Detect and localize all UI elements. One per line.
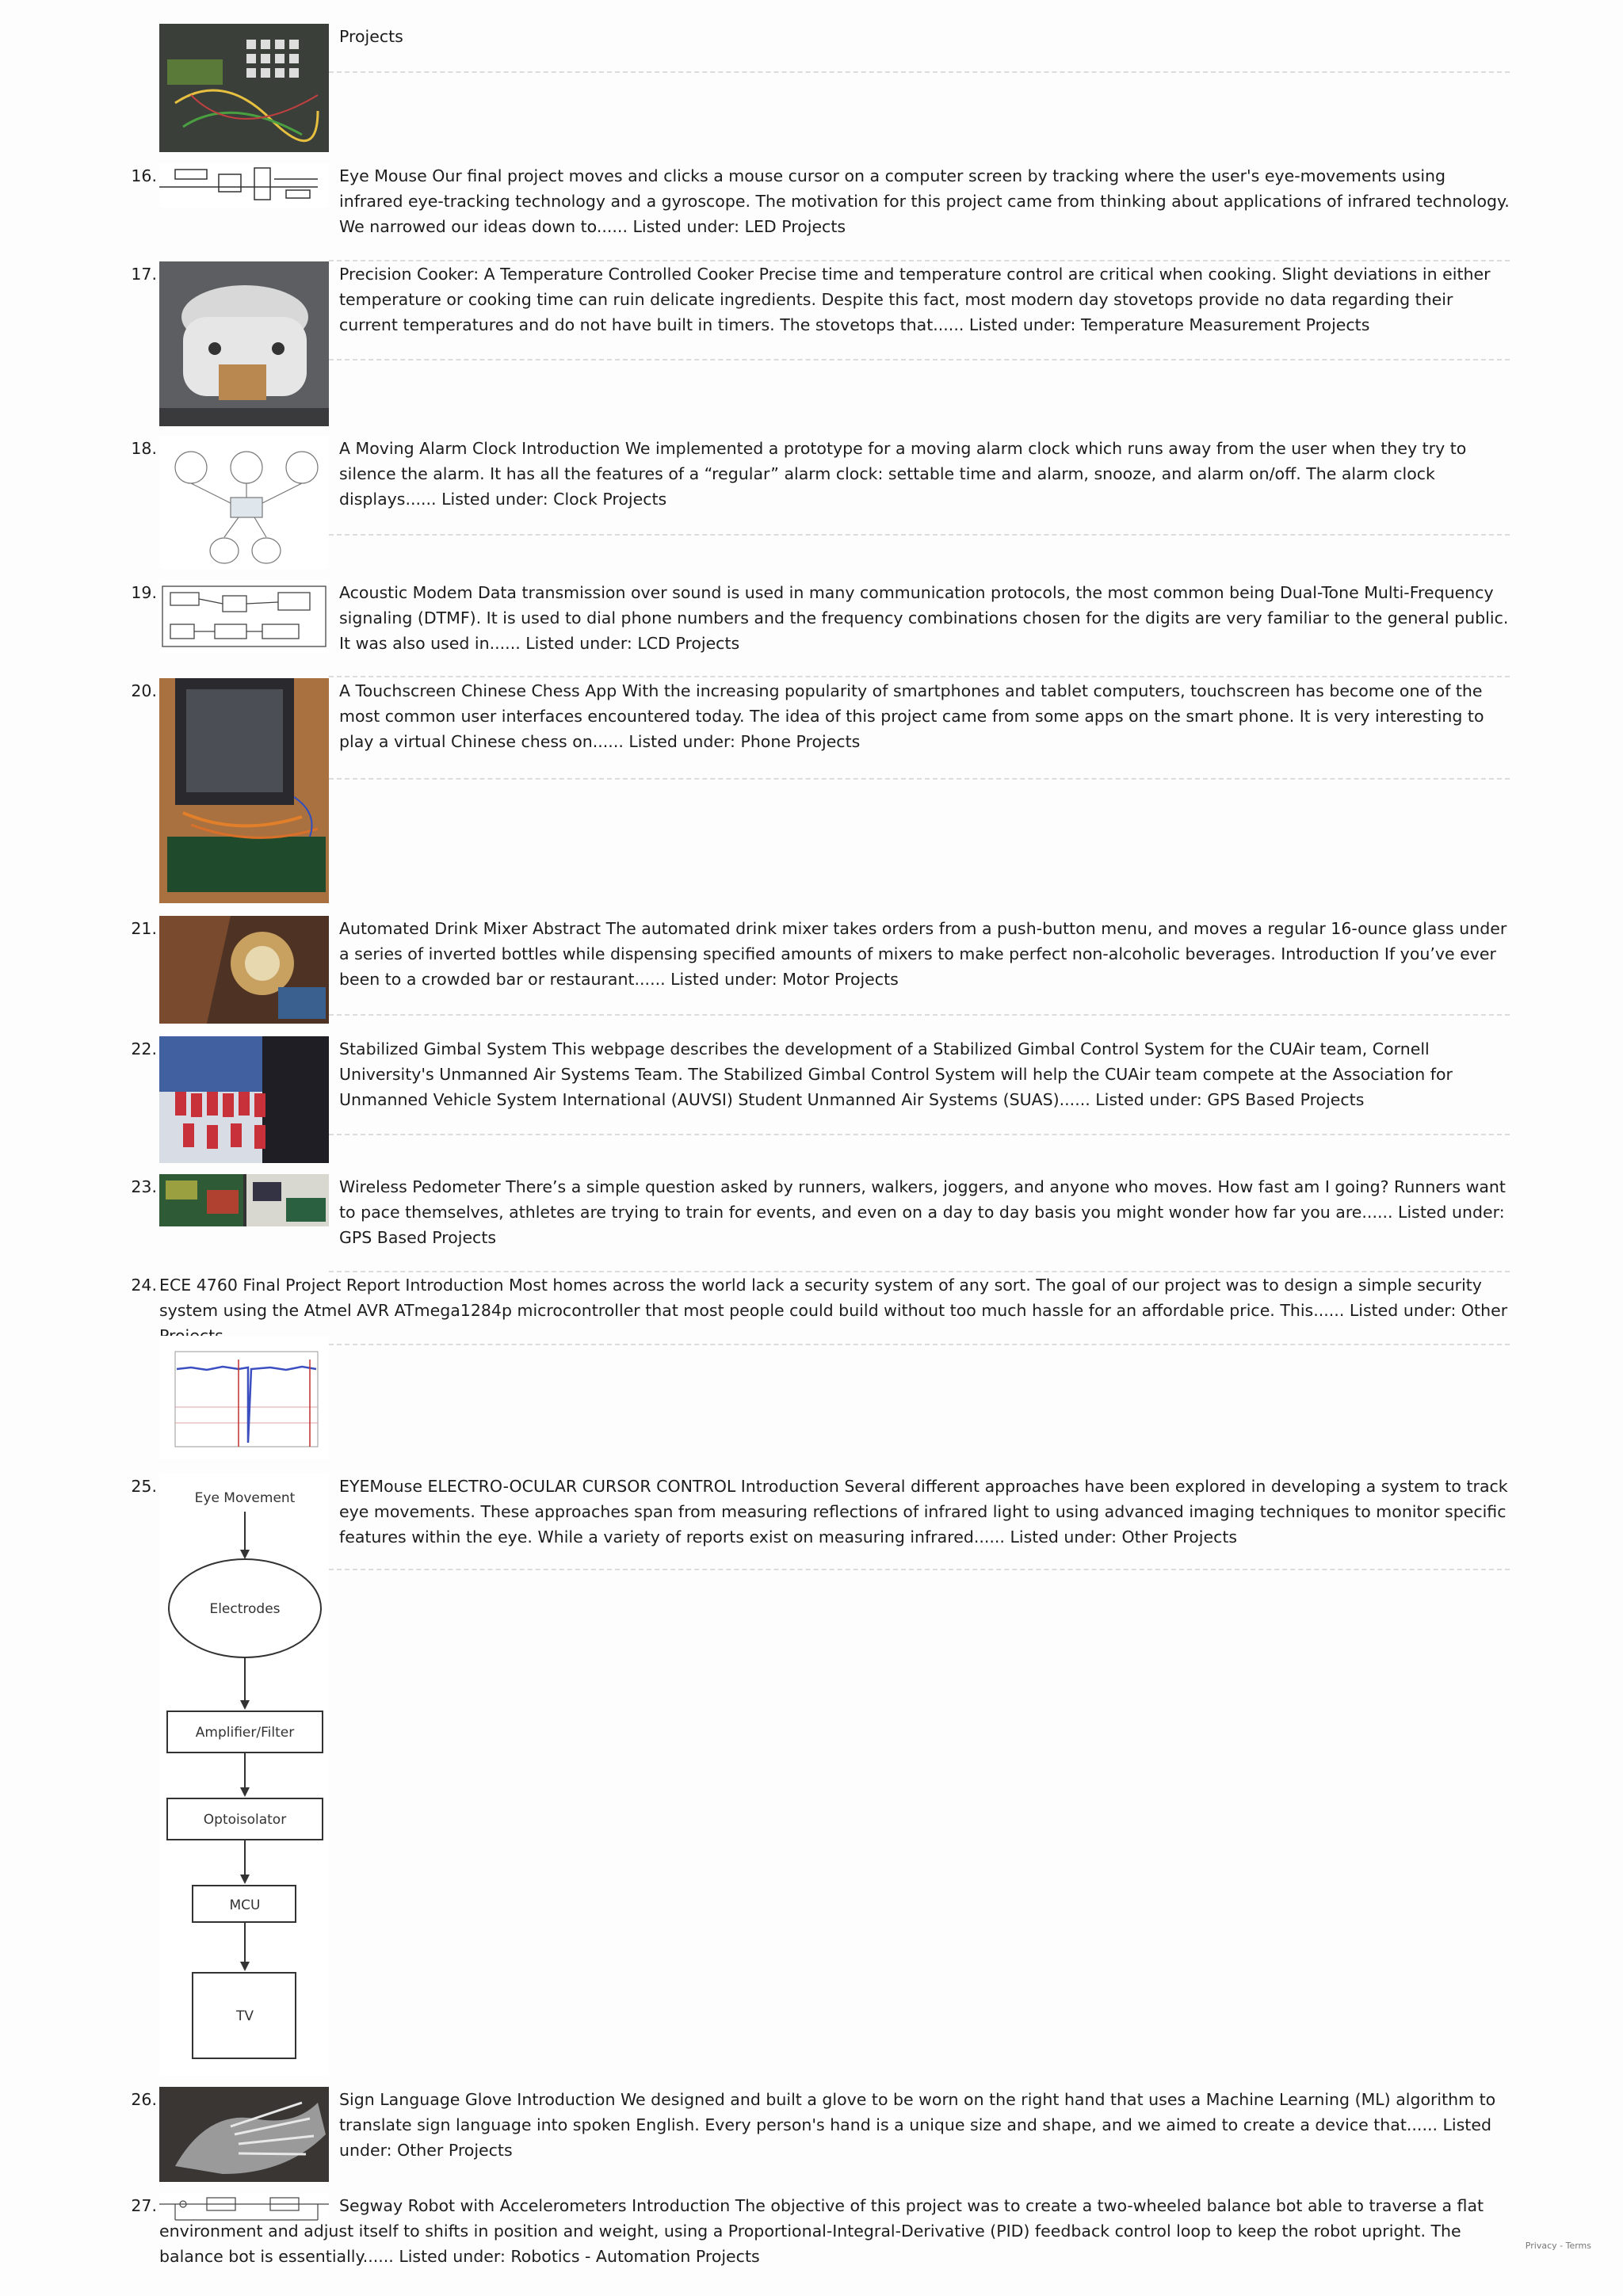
divider <box>329 534 1510 536</box>
item-number: 20. <box>131 681 157 700</box>
item-number: 27. <box>131 2196 157 2215</box>
divider <box>329 1569 1510 1570</box>
flowchart-thumbnail[interactable] <box>159 1474 329 2076</box>
flowchart-node-label: MCU <box>229 1897 261 1913</box>
item-number: 23. <box>131 1177 157 1196</box>
item-number: 16. <box>131 166 157 185</box>
project-description[interactable]: A Touchscreen Chinese Chess App With the increasing popularity of smartphones and tablet computers, touchscreen has become one of the most common user interfaces encountered today. The idea of this project came from some apps on the smart phone. It is very interesting to play a virtual Chinese chess on...... Listed under: Phone Projects <box>339 681 1484 751</box>
link-separator: - <box>1556 2241 1566 2251</box>
item-number: 21. <box>131 919 157 938</box>
item-number: 22. <box>131 1039 157 1058</box>
project-thumbnail[interactable] <box>159 24 329 152</box>
flowchart-node-label: Electrodes <box>209 1601 281 1617</box>
project-description[interactable]: ECE 4760 Final Project Report Introduction Most homes across the world lack a security system of any sort. The goal of our project was to design a simple security system using the Atmel AVR ATmega1284p microcontroller that most people could build without too much hassle for an affordable price. This...... Listed under: Other <box>159 1276 1508 1320</box>
flowchart-node-label: Optoisolator <box>203 1812 287 1828</box>
project-description[interactable]: EYEMouse ELECTRO-OCULAR CURSOR CONTROL Introduction Several different approaches have been explored in developing a system to track eye movements. These approaches span from measuring reflections of infrared light to using advanced imaging techniques to monitor specific features within the eye. While a variety of reports exist on measuring infrared...... Listed under: Other Projects <box>339 1477 1508 1547</box>
project-thumbnail[interactable] <box>159 2087 329 2182</box>
flowchart-node-label: Amplifier/Filter <box>195 1725 295 1741</box>
flowchart-node-label: TV <box>235 2008 254 2024</box>
project-thumbnail[interactable] <box>159 261 329 426</box>
flowchart-node-label: Eye Movement <box>194 1490 296 1506</box>
project-thumbnail[interactable] <box>159 1036 329 1163</box>
terms-link[interactable]: Terms <box>1565 2241 1591 2251</box>
divider <box>329 676 1510 677</box>
item-number: 26. <box>131 2090 157 2109</box>
item-number: 24. <box>131 1276 157 1295</box>
item-number: 18. <box>131 439 157 458</box>
project-description[interactable]: Projects <box>339 27 403 46</box>
project-description[interactable]: Stabilized Gimbal System This webpage describes the development of a Stabilized Gimbal Control System for the CUAir team, Cornell University's Unmanned Air Systems Team. The Stabilized Gimbal Control System will help the CUAir team compete at the Association for Unmanned Vehicle System International (AUVSI) Student Unmanned Air Systems (SUAS)...... Listed under: GPS Based Projects <box>339 1039 1453 1109</box>
project-description[interactable]: A Moving Alarm Clock Introduction We implemented a prototype for a moving alarm clock which runs away from the user when they try to silence the alarm. It has all the features of a “regular” alarm clock: settable time and alarm, snooze, and alarm on/off. The alarm clock displays...... Listed under: Clock Projects <box>339 439 1467 509</box>
project-thumbnail[interactable] <box>159 916 329 1024</box>
divider <box>329 1344 1510 1345</box>
item-number: 25. <box>131 1477 157 1496</box>
project-description[interactable]: Automated Drink Mixer Abstract The automated drink mixer takes orders from a push-button menu, and moves a regular 16-ounce glass under a series of inverted bottles while dispensing specified amounts of mixers to make perfect non-alcoholic beverages. Introduction If you’ve ever been to a crowded bar or restaurant...... Listed under: Motor Projects <box>339 919 1507 989</box>
project-thumbnail[interactable] <box>159 1336 329 1459</box>
project-thumbnail[interactable] <box>159 580 329 653</box>
project-description[interactable]: Eye Mouse Our final project moves and clicks a mouse cursor on a computer screen by tracking where the user's eye-movements using infrared eye-tracking technology and a gyroscope. The motivation for this project came from thinking about applications of infrared technology. We narrowed our ideas down to...... Listed under: LED Projects <box>339 166 1510 236</box>
divider <box>329 1014 1510 1016</box>
divider <box>329 1134 1510 1135</box>
project-thumbnail[interactable] <box>159 163 329 208</box>
project-thumbnail[interactable] <box>159 436 329 569</box>
project-description[interactable]: Precision Cooker: A Temperature Controlled Cooker Precise time and temperature control are critical when cooking. Slight deviations in either temperature or cooking time can ruin delicate ingredients. Despite this fact, most modern day stovetops provide no data regarding their current temperatures and do not have built in timers. The stovetops that...... Listed under: Temperature Measurement Projects <box>339 265 1491 334</box>
project-description[interactable]: Sign Language Glove Introduction We designed and built a glove to be worn on the right hand that uses a Machine Learning (ML) algorithm to translate sign language into spoken English. Every person's hand is a unique size and shape, and we aimed to create a device that...... Listed under: Other Projects <box>339 2090 1496 2160</box>
privacy-link[interactable]: Privacy <box>1525 2241 1557 2251</box>
project-description[interactable]: Segway Robot with Accelerometers Introduction The objective of this project was to create a two-wheeled balance bot able to traverse a flat environment and adjust itself to shifts in position and weight, using a Proportional-Integral-Derivative (PID) feedback control loop to keep the robot upright. The balance bot is essentially...... Listed under: Robotics - Automation Projects <box>159 2196 1484 2266</box>
recaptcha-links <box>1526 2241 1591 2252</box>
project-description[interactable]: Acoustic Modem Data transmission over sound is used in many communication protocols, the most common being Dual-Tone Multi-Frequency signaling (DTMF). It is used to dial phone numbers and the frequency combinations chosen for the digits are very familiar to the general public. It was also used in...... Listed under: LCD Projects <box>339 583 1509 653</box>
divider <box>329 359 1510 360</box>
project-thumbnail[interactable] <box>159 678 329 903</box>
item-number: 19. <box>131 583 157 602</box>
project-thumbnail[interactable] <box>159 1174 329 1226</box>
divider <box>329 778 1510 780</box>
project-description[interactable]: Wireless Pedometer There’s a simple question asked by runners, walkers, joggers, and anyone who moves. How fast am I going? Runners want to pace themselves, athletes are trying to train for events, and even on a day to day basis you might wonder how far you are...... Listed under: GPS Based Projects <box>339 1177 1506 1247</box>
divider <box>329 71 1510 73</box>
item-number: 17. <box>131 265 157 284</box>
